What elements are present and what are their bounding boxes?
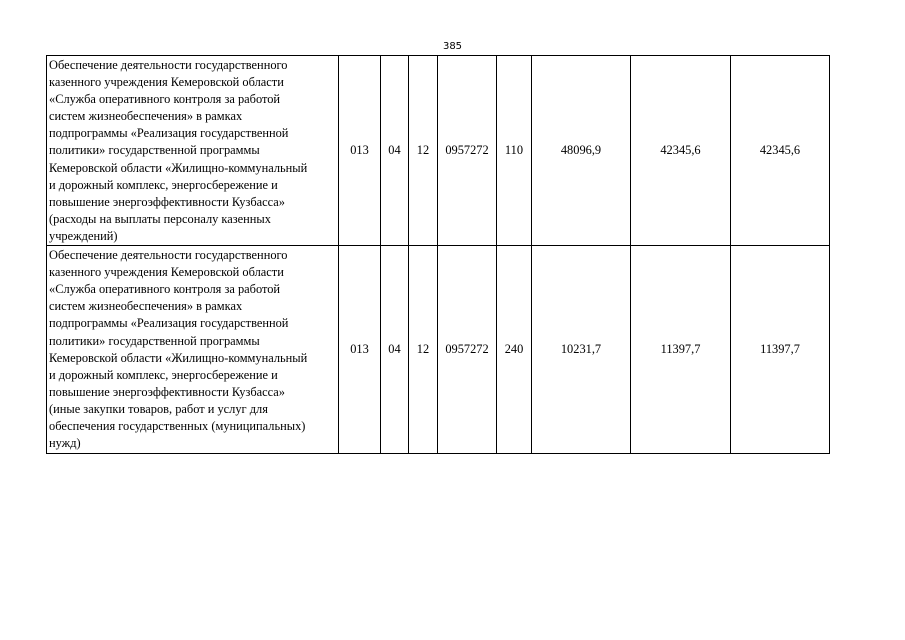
description-line: повышение энергоэффективности Кузбасса» bbox=[49, 194, 285, 209]
description-line: казенного учреждения Кемеровской области bbox=[49, 265, 284, 280]
description-line: систем жизнеобеспечения» в рамках bbox=[49, 109, 243, 124]
description-line: подпрограммы «Реализация государственной bbox=[49, 316, 289, 331]
amount-1: 10231,7 bbox=[532, 246, 631, 454]
description-line: Обеспечение деятельности государственного bbox=[49, 248, 288, 263]
ministry-code: 013 bbox=[339, 246, 381, 454]
description-line: учреждений) bbox=[49, 228, 118, 243]
ministry-code: 013 bbox=[339, 56, 381, 246]
amount-3: 11397,7 bbox=[731, 246, 830, 454]
description-line: «Служба оперативного контроля за работой bbox=[49, 282, 281, 297]
budget-table bbox=[46, 55, 830, 454]
description-line: и дорожный комплекс, энергосбережение и bbox=[49, 177, 278, 192]
description-line: повышение энергоэффективности Кузбасса» bbox=[49, 384, 285, 399]
table-row bbox=[47, 246, 830, 454]
target-article-code: 0957272 bbox=[438, 56, 497, 246]
table-row bbox=[47, 56, 830, 246]
page-number: 385 bbox=[442, 41, 463, 52]
section-code: 04 bbox=[381, 246, 409, 454]
description-line: казенного учреждения Кемеровской области bbox=[49, 75, 284, 90]
description-line: политики» государственной программы bbox=[49, 143, 260, 158]
description-line: (иные закупки товаров, работ и услуг для bbox=[49, 401, 268, 416]
description-line: и дорожный комплекс, энергосбережение и bbox=[49, 367, 278, 382]
expense-type-code: 240 bbox=[497, 246, 532, 454]
amount-2: 11397,7 bbox=[631, 246, 731, 454]
description-line: Кемеровской области «Жилищно-коммунальный bbox=[49, 350, 308, 365]
subsection-code: 12 bbox=[409, 246, 438, 454]
expense-type-code: 110 bbox=[497, 56, 532, 246]
amount-3: 42345,6 bbox=[731, 56, 830, 246]
section-code: 04 bbox=[381, 56, 409, 246]
description-line: (расходы на выплаты персоналу казенных bbox=[49, 211, 271, 226]
description-line: политики» государственной программы bbox=[49, 333, 260, 348]
amount-2: 42345,6 bbox=[631, 56, 731, 246]
amount-1: 48096,9 bbox=[532, 56, 631, 246]
target-article-code: 0957272 bbox=[438, 246, 497, 454]
description-line: «Служба оперативного контроля за работой bbox=[49, 92, 281, 107]
description-line: подпрограммы «Реализация государственной bbox=[49, 126, 289, 141]
description-line: систем жизнеобеспечения» в рамках bbox=[49, 299, 243, 314]
description-line: Обеспечение деятельности государственного bbox=[49, 58, 288, 72]
description-line: Кемеровской области «Жилищно-коммунальный bbox=[49, 160, 308, 175]
description-line: обеспечения государственных (муниципальных) bbox=[49, 418, 306, 433]
row-description bbox=[47, 56, 339, 246]
row-description bbox=[47, 246, 339, 454]
subsection-code: 12 bbox=[409, 56, 438, 246]
description-line: нужд) bbox=[49, 436, 81, 451]
